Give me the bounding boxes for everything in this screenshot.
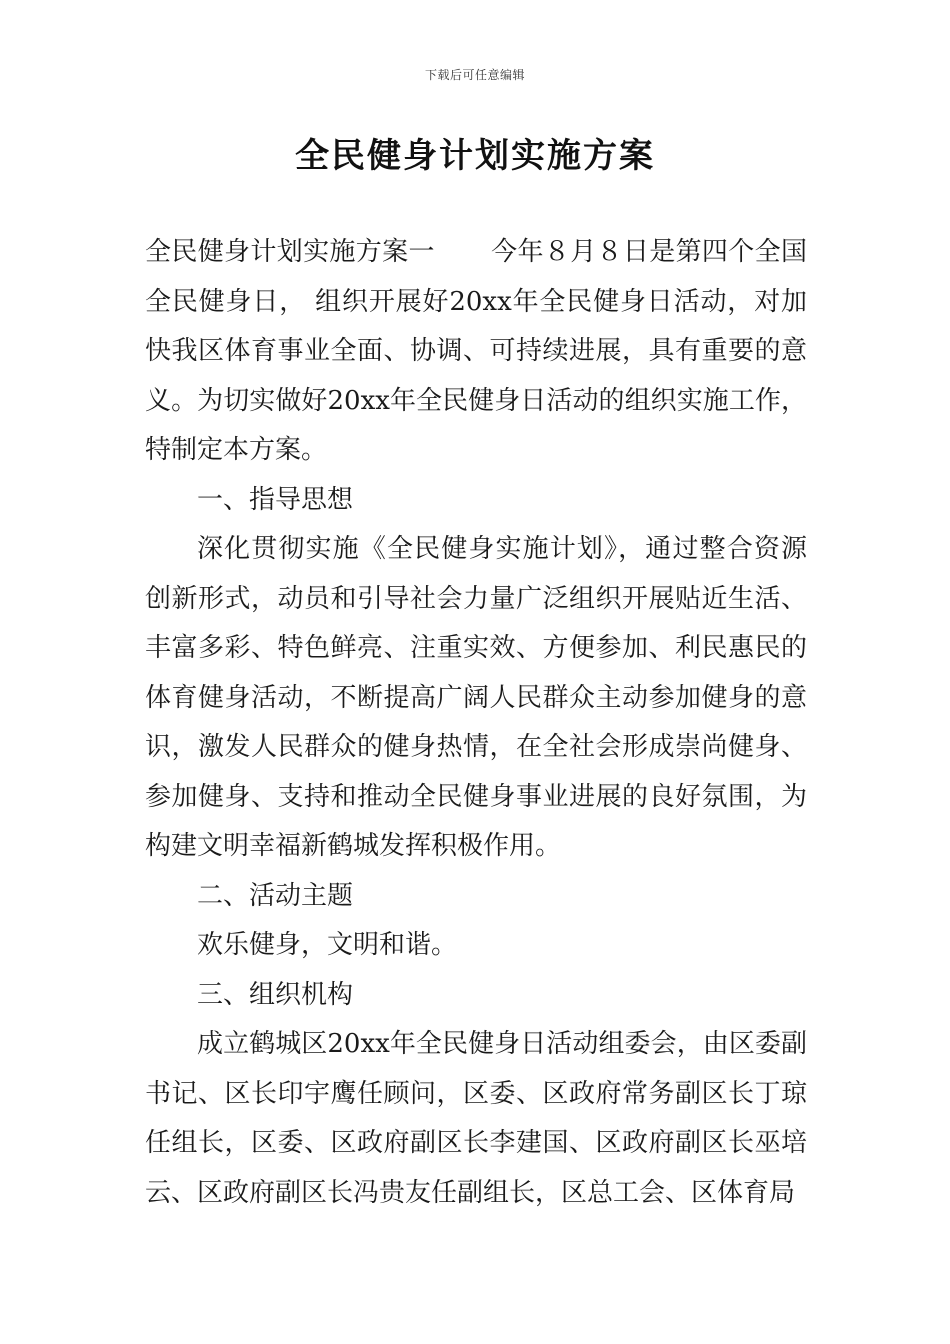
- section-body-activity-theme: 欢乐健身，文明和谐。: [197, 930, 458, 960]
- header-note: 下载后可任意编辑: [424, 68, 525, 82]
- section-heading-organization: 三、组织机构: [197, 979, 354, 1010]
- section-body-organization: 成立鹤城区20xx年全民健身日活动组委会，由区委副书记、区长印宇鹰任顾问，区委、区政府常务副区长丁琼任组长，区委、区政府副区长李建国、区政府副区长巫培云、区政府副区长冯贵友任副组长，区总工会、区体育局: [145, 1029, 807, 1208]
- intro-paragraph: [145, 228, 807, 476]
- section-heading-guiding-ideology: 一、指导思想: [197, 484, 354, 515]
- document-title: 全民健身计划实施方案: [295, 136, 655, 176]
- section-body-guiding-ideology: 深化贯彻实施《全民健身实施计划》，通过整合资源创新形式，动员和引导社会力量广泛组织开展贴近生活、丰富多彩、特色鲜亮、注重实效、方便参加、利民惠民的体育健身活动，不断提高广阔人民群众主动参加健身的意识，激发人民群众的健身热情，在全社会形成崇尚健身、参加健身、支持和推动全民健身事业进展的良好氛围，为构建文明幸福新鹤城发挥积极作用。: [145, 534, 807, 861]
- intro-lead: 全民健身计划实施方案一: [145, 237, 435, 267]
- section-heading-activity-theme: 二、活动主题: [197, 880, 354, 911]
- document-body: [145, 228, 807, 1218]
- intro-text: 今年８月８日是第四个全国全民健身日， 组织开展好20xx年全民健身日活动，对加快我区体育事业全面、协调、可持续进展，具有重要的意义。为切实做好20xx年全民健身日活动的组织实施工作，特制定本方案。: [145, 237, 807, 465]
